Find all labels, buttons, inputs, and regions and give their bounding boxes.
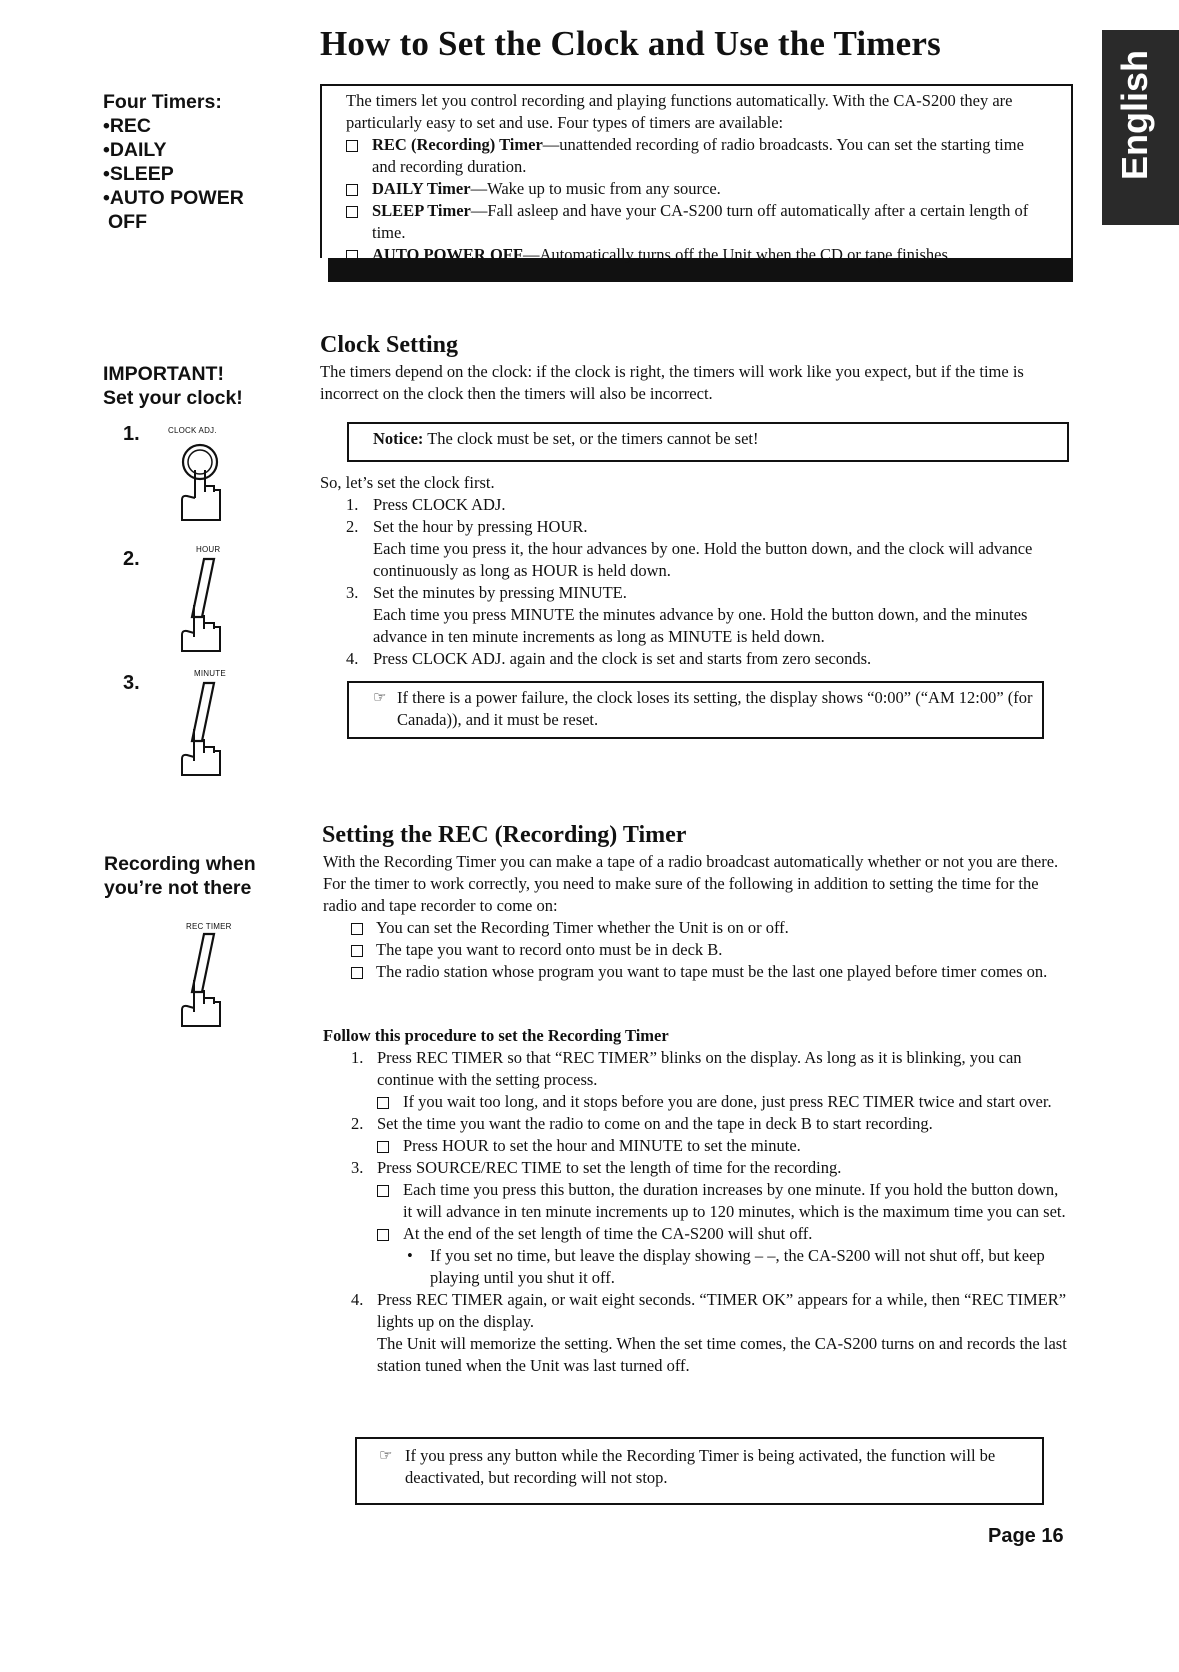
press-long-button-icon	[172, 555, 232, 655]
step-number: 3.	[123, 672, 140, 694]
rec-substep: At the end of the set length of time the CA-S200 will shut off.	[323, 1223, 1071, 1245]
checkbox-icon	[346, 250, 358, 262]
rec-step: 3. Press SOURCE/REC TIME to set the length of time for the recording.	[351, 1158, 842, 1177]
clock-step: 1. Press CLOCK ADJ.	[346, 495, 506, 514]
button-label: MINUTE	[194, 669, 226, 678]
notice-box	[347, 422, 1069, 462]
button-label: REC TIMER	[186, 922, 232, 931]
important-note	[103, 362, 243, 410]
rec-bullet: • If you set no time, but leave the display showing – –, the CA-S200 will not shut off, but keep playing until you shut it off.	[407, 1246, 1045, 1287]
checkbox-icon	[351, 945, 363, 957]
intro-item: REC (Recording) Timer—unattended recording of radio broadcasts. You can set the starting time and recording duration.	[346, 134, 1051, 178]
checkbox-icon	[377, 1141, 389, 1153]
notice-label: Notice:	[373, 429, 424, 448]
clock-steps	[320, 472, 1070, 670]
timer-sleep: •SLEEP	[103, 163, 174, 185]
rec-note-box	[355, 1437, 1044, 1505]
rec-step: 2. Set the time you want the radio to come on and the tape in deck B to start recording.	[351, 1114, 933, 1133]
rec-step: 4. Press REC TIMER again, or wait eight seconds. “TIMER OK” appears for a while, then “REC TIMER” lights up on the display. The Unit will memorize the setting. When the set time comes, the CA-S200 turns on and records the last station tuned when the Unit was last turned off.	[351, 1290, 1067, 1375]
button-label: HOUR	[196, 545, 221, 554]
timer-rec: •REC	[103, 115, 151, 137]
intro-item: SLEEP Timer—Fall asleep and have your CA-S200 turn off automatically after a certain length of time.	[346, 200, 1051, 244]
note-text: If there is a power failure, the clock loses its setting, the display shows “0:00” (“AM 12:00” (for Canada)), and it must be reset.	[397, 688, 1033, 729]
intro-item: AUTO POWER OFF—Automatically turns off the Unit when the CD or tape finishes.	[346, 244, 1051, 266]
button-label: CLOCK ADJ.	[168, 426, 217, 435]
checkbox-icon	[346, 184, 358, 196]
clock-text: The timers depend on the clock: if the clock is right, the timers will work like you expect, but if the time is incorrect on the clock then the timers will also be incorrect.	[320, 362, 1024, 403]
press-long-button-icon	[172, 930, 232, 1030]
press-round-button-icon	[172, 440, 232, 530]
press-long-button-icon	[172, 679, 232, 779]
rec-intro	[323, 851, 1071, 983]
pointing-hand-icon: ☞	[379, 1448, 393, 1464]
checkbox-icon	[351, 967, 363, 979]
page-title: How to Set the Clock and Use the Timers	[320, 24, 941, 63]
pointing-hand-icon: ☞	[373, 690, 387, 706]
procedure-heading: Follow this procedure to set the Recording Timer	[323, 1026, 669, 1045]
rec-note-text: If you press any button while the Recording Timer is being activated, the function will be deactivated, but recording will not stop.	[405, 1446, 996, 1487]
checkbox-icon	[377, 1185, 389, 1197]
rec-substep: Each time you press this button, the duration increases by one minute. If you hold the button down, it will advance in ten minute increments up to 120 minutes, which is the maximum time you can set.	[323, 1179, 1071, 1223]
step-number: 2.	[123, 548, 140, 570]
power-failure-note	[347, 681, 1044, 739]
page-number: Page 16	[988, 1525, 1064, 1547]
language-tab	[1102, 30, 1179, 225]
timer-daily: •DAILY	[103, 139, 167, 161]
clock-step: 3. Set the minutes by pressing MINUTE. Each time you press MINUTE the minutes advance by one. Hold the button down, and the minutes advance in ten minute increments as long as MINUTE is held down.	[346, 583, 1028, 646]
important-sub: Set your clock!	[103, 387, 243, 409]
timer-off: OFF	[108, 211, 147, 233]
important-title: IMPORTANT!	[103, 363, 224, 385]
sidebar-timers	[103, 90, 244, 234]
rec-side-title: Recording when you’re not there	[104, 853, 256, 899]
rec-condition: The tape you want to record onto must be in deck B.	[323, 939, 1071, 961]
clock-step: 2. Set the hour by pressing HOUR. Each time you press it, the hour advances by one. Hold the button down, and the clock will advance continuously as long as HOUR is held down.	[346, 517, 1033, 580]
checkbox-icon	[346, 140, 358, 152]
checkbox-icon	[351, 923, 363, 935]
rec-substep: If you wait too long, and it stops before you are done, just press REC TIMER twice and start over.	[323, 1091, 1071, 1113]
timer-auto-power: •AUTO POWER	[103, 187, 244, 209]
rec-text: With the Recording Timer you can make a tape of a radio broadcast automatically whether or not you are there. For the timer to work correctly, you need to make sure of the following in addition to setting the time for the radio and tape recorder to come on:	[323, 852, 1059, 915]
step-number: 1.	[123, 423, 140, 445]
checkbox-icon	[377, 1229, 389, 1241]
checkbox-icon	[346, 206, 358, 218]
notice-text: The clock must be set, or the timers cannot be set!	[423, 429, 759, 448]
clock-heading: Clock Setting	[320, 332, 458, 358]
clock-step: 4. Press CLOCK ADJ. again and the clock is set and starts from zero seconds.	[346, 649, 872, 668]
rec-procedure	[323, 1025, 1071, 1377]
rec-condition: The radio station whose program you want to tape must be the last one played before timer comes on.	[323, 961, 1071, 983]
clock-lead: So, let’s set the clock first.	[320, 473, 495, 492]
rec-heading: Setting the REC (Recording) Timer	[322, 822, 687, 848]
intro-box	[320, 84, 1065, 274]
rec-condition: You can set the Recording Timer whether the Unit is on or off.	[323, 917, 1071, 939]
rec-step: 1. Press REC TIMER so that “REC TIMER” blinks on the display. As long as it is blinking, you can continue with the setting process.	[351, 1048, 1022, 1089]
bullet-icon: •	[407, 1246, 413, 1265]
checkbox-icon	[377, 1097, 389, 1109]
intro-text: The timers let you control recording and playing functions automatically. With the CA-S200 they are particularly easy to set and use. Four types of timers are available:	[346, 91, 1013, 132]
language-tab-label: English	[1114, 49, 1155, 180]
rec-substep: Press HOUR to set the hour and MINUTE to set the minute.	[323, 1135, 1071, 1157]
timers-heading: Four Timers:	[103, 91, 222, 113]
intro-item: DAILY Timer—Wake up to music from any source.	[346, 178, 1051, 200]
